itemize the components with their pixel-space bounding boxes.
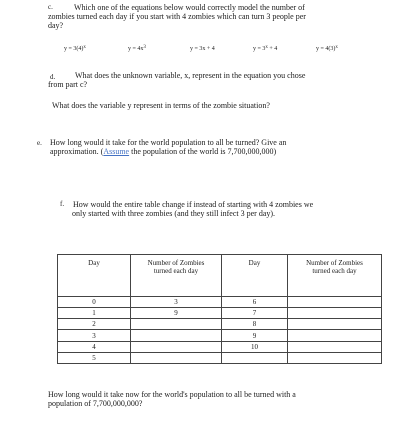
table-cell: 8 xyxy=(222,319,288,330)
final-question-line2: population of 7,700,000,000? xyxy=(48,399,143,408)
part-f-letter: f. xyxy=(60,200,65,208)
equation-option-3: y = 3x + 4 xyxy=(190,46,215,52)
header-day-2: Day xyxy=(222,255,288,297)
zombie-table xyxy=(57,254,382,364)
table-row xyxy=(58,308,382,319)
table-cell[interactable] xyxy=(288,341,382,352)
table-cell: 10 xyxy=(222,341,288,352)
table-row xyxy=(58,352,382,363)
table-cell[interactable]: 3 xyxy=(131,297,222,308)
table-row xyxy=(58,319,382,330)
table-cell: 9 xyxy=(222,330,288,341)
table-cell[interactable] xyxy=(288,319,382,330)
part-e-line2: approximation. (Assume the population of the world is 7,700,000,000) xyxy=(50,147,277,156)
table-cell: 5 xyxy=(58,352,131,363)
table-cell: 7 xyxy=(222,308,288,319)
table-cell xyxy=(222,352,288,363)
part-f-line2: only started with three zombies (and they still infect 3 per day). xyxy=(72,209,276,218)
assume-link[interactable]: Assume xyxy=(103,147,130,156)
table-cell[interactable] xyxy=(131,352,222,363)
table-cell: 4 xyxy=(58,341,131,352)
equation-option-1: $y = 3(4)^x$ xyxy=(64,45,86,52)
part-d-line1: What does the unknown variable, x, represent in the equation you chose xyxy=(75,71,306,80)
part-c-letter: c. xyxy=(48,3,53,11)
table-cell: 1 xyxy=(58,308,131,319)
table-cell: 2 xyxy=(58,319,131,330)
equation-option-5: $y = 4(3)^x$ xyxy=(316,45,338,52)
table-cell: 0 xyxy=(58,297,131,308)
table-cell[interactable] xyxy=(288,330,382,341)
table-cell[interactable] xyxy=(131,319,222,330)
table-cell[interactable] xyxy=(288,352,382,363)
table-cell[interactable] xyxy=(288,297,382,308)
header-zombies-1: Number of Zombies turned each day xyxy=(131,255,222,297)
header-zombies-2: Number of Zombies turned each day xyxy=(288,255,382,297)
part-d-letter: d. xyxy=(50,73,56,81)
part-d-line3: What does the variable y represent in terms of the zombie situation? xyxy=(52,101,270,110)
table-cell[interactable]: 9 xyxy=(131,308,222,319)
table-row xyxy=(58,297,382,308)
part-e-line1: How long would it take for the world population to all be turned? Give an xyxy=(50,138,287,147)
table-header-row xyxy=(58,255,382,297)
part-d-line2: from part c? xyxy=(48,80,88,89)
equation-option-4: $y = 3^x + 4$ xyxy=(253,45,278,52)
table-cell[interactable] xyxy=(288,308,382,319)
equation-option-2: $y = 4x^3$ xyxy=(128,45,146,52)
table-cell: 6 xyxy=(222,297,288,308)
table-cell[interactable] xyxy=(131,341,222,352)
table-row xyxy=(58,330,382,341)
part-c-line1: Which one of the equations below would correctly model the number of xyxy=(74,3,305,12)
part-f-line1: How would the entire table change if instead of starting with 4 zombies we xyxy=(73,200,314,209)
part-c-line2: zombies turned each day if you start with 4 zombies which can turn 3 people per xyxy=(48,12,306,21)
part-c-line3: day? xyxy=(48,21,64,30)
header-day-1: Day xyxy=(58,255,131,297)
table-cell[interactable] xyxy=(131,330,222,341)
table-row xyxy=(58,341,382,352)
final-question-line1: How long would it take now for the world's population to all be turned with a xyxy=(48,390,296,399)
part-e-letter: e. xyxy=(37,139,42,147)
table-cell: 3 xyxy=(58,330,131,341)
